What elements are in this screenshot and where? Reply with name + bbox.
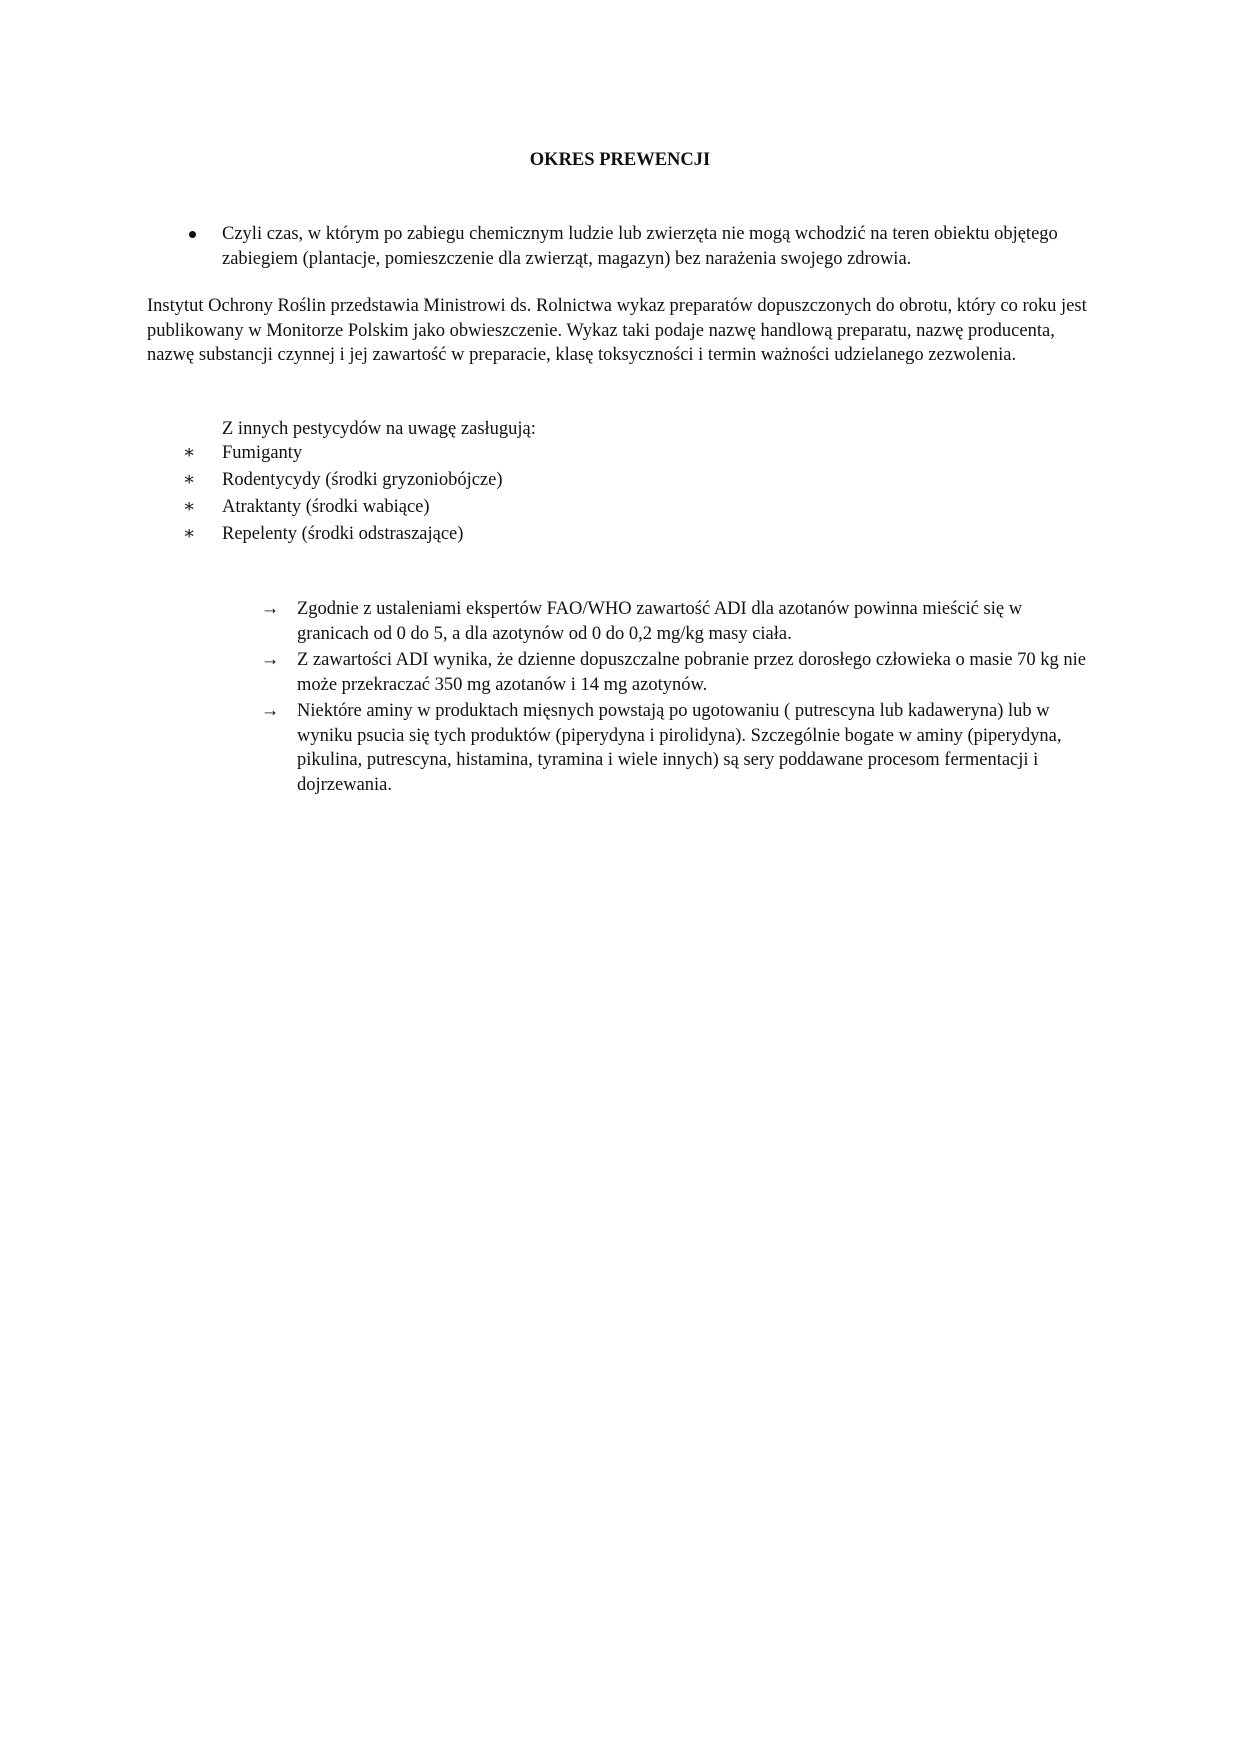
intro-bullet-text: Czyli czas, w którym po zabiegu chemicznym ludzie lub zwierzęta nie mogą wchodzić na teren obiektu objętego zabiegiem (plantacje, pomieszczenie dla zwierząt, magazyn) bez narażenia swojego zdrowia. <box>222 224 1058 269</box>
asterisk-icon: ∗ <box>182 524 196 544</box>
asterisk-icon: ∗ <box>182 470 196 490</box>
pesticides-heading: Z innych pestycydów na uwagę zasługują: <box>222 419 536 439</box>
body-paragraph: Instytut Ochrony Roślin przedstawia Ministrowi ds. Rolnictwa wykaz preparatów dopuszczonych do obrotu, który co roku jest publikowany w Monitorze Polskim jako obwieszczenie. Wykaz taki podaje nazwę handlową preparatu, nazwę producenta, nazwę substancji czynnej i jej zawartość w preparacie, klasę toksyczności i termin ważności udzielanego zezwolenia. <box>147 296 1087 365</box>
page-title: OKRES PREWENCJI <box>529 150 711 170</box>
asterisk-icon: ∗ <box>182 443 196 463</box>
document-page: OKRES PREWENCJI Czyli czas, w którym po zabiegu chemicznym ludzie lub zwierzęta nie mogą wchodzić na teren obiektu objętego zabiegiem (plantacje, pomieszczenie dla zwierząt, magazyn) bez narażenia swojego zdrowia. Instytut Ochrony Roślin przedstawia Ministrowi ds. Rolnictwa wykaz preparatów dopuszczonych do obrotu, który co roku jest publikowany w Monitorze Polskim jako obwieszczenie. Wykaz taki podaje nazwę handlową preparatu, nazwę producenta, nazwę substancji czynnej i jej zawartość w preparacie, klasę toksyczności i termin ważności udzielanego zezwolenia. Z innych pestycydów na uwagę zasługują: ∗ Fumiganty ∗ Rodentycydy (środki gryzoniobójcze) ∗ Atraktanty (środki wabiące) ∗ Repelenty (środki odstraszające) → Zgodnie z ustaleniami ekspertów FAO/WHO zawartość ADI dla azotanów powinna mieścić się w granicach od 0 do 5, a dla azotynów od 0 do 0,2 mg/kg masy ciała. → Z zawartości ADI wynika, że dzienne dopuszczalne pobranie przez dorosłego człowieka o masie 70 kg nie może przekraczać 350 mg azotanów i 14 mg azotynów. → Niektóre aminy w produktach mięsnych powstają po ugotowaniu ( putrescyna lub kadaweryna) lub w wyniku psucia się tych produktów (piperydyna i pirolidyna). Szczególnie bogate w aminy (piperydyna, pikulina, putrescyna, histamina, tyramina i wiele innych) są sery poddawane procesom fermentacji i dojrzewania. <box>0 0 1240 1754</box>
arrow-right-icon: → <box>260 650 280 670</box>
bullet-dot-icon <box>183 221 201 246</box>
arrow-right-icon: → <box>260 599 280 619</box>
arrow-right-icon: → <box>260 701 280 721</box>
asterisk-icon: ∗ <box>182 497 196 517</box>
